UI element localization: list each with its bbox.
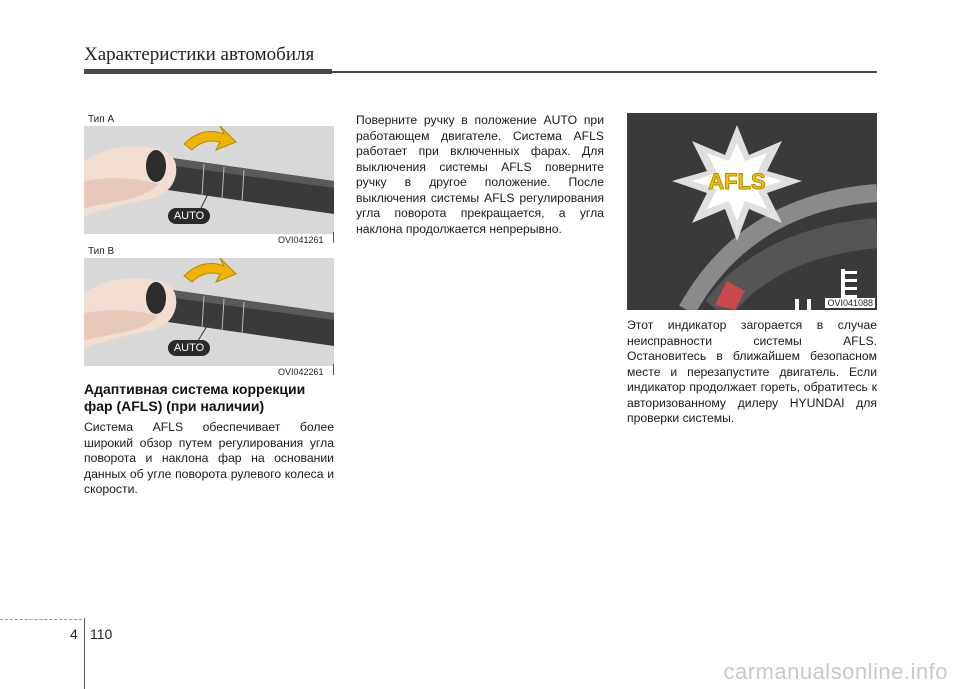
footer-dashed-rule	[0, 619, 82, 620]
chapter-number: 4	[70, 626, 78, 642]
figure-type-a-label: Тип A	[88, 114, 115, 125]
watermark: carmanualsonline.info	[723, 659, 948, 684]
figure-code-tick	[333, 232, 334, 243]
indicator-figure-code: OVI041088	[827, 298, 873, 308]
auto-badge-b: AUTO	[173, 342, 205, 354]
afls-indicator-badge: AFLS	[708, 169, 766, 194]
afls-indicator-image	[627, 113, 877, 310]
header-rule-thin	[332, 71, 877, 73]
section-heading: Адаптивная система коррекции фар (AFLS) (при наличии)	[84, 381, 306, 414]
figure-type-a-image	[84, 126, 334, 234]
footer-divider	[84, 618, 85, 689]
instructions-paragraph: Поверните ручку в положение AUTO при работающем двигателе. Система AFLS работает при включенных фарах. Для выключения системы AFLS поверните ручку в другое положение. После выключения системы AFLS регулирования угла поворота прекращается, а угла наклона продолжается непрерывно.	[356, 113, 604, 236]
figure-type-a-code: OVI041261	[278, 235, 324, 245]
figure-type-b-label: Тип B	[88, 246, 115, 257]
header-rule-thick	[84, 69, 332, 74]
auto-badge-a: AUTO	[173, 210, 205, 222]
figure-type-b-image	[84, 258, 334, 366]
figure-type-b-code: OVI042261	[278, 367, 324, 377]
warning-paragraph: Этот индикатор загорается в случае неисправности системы AFLS. Остановитесь в ближайшем безопасном месте и перезапустите двигатель. Если индикатор продолжает гореть, обратитесь к авторизованному дилеру HYUNDAI для проверки системы.	[627, 318, 877, 425]
page-header-title: Характеристики автомобиля	[84, 44, 315, 65]
intro-paragraph: Система AFLS обеспечивает более широкий обзор путем регулирования угла поворота и наклона фар на основании данных об угле поворота рулевого колеса и скорости.	[84, 420, 334, 496]
figure-code-tick	[333, 364, 334, 375]
page-number: 110	[90, 626, 113, 642]
